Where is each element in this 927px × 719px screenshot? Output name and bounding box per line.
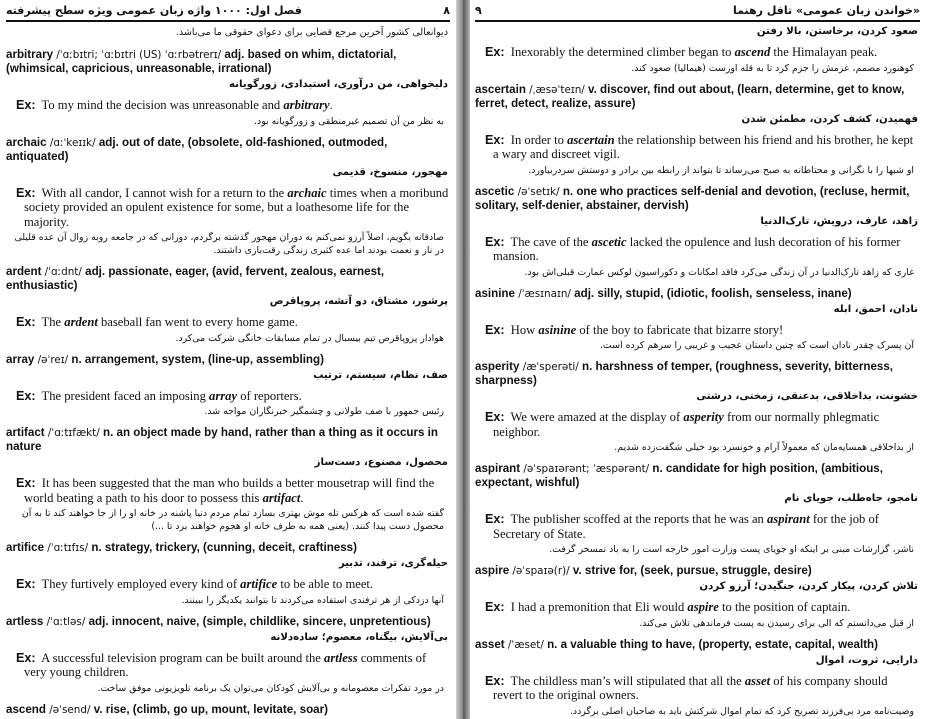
- example-sentence: [475, 674, 920, 703]
- example-headword: ascetic: [591, 234, 627, 249]
- persian-definition: نامجو، جاه‌طلب، جویای نام: [784, 493, 918, 504]
- persian-definition: فهمیدن، کشف کردن، مطمئن شدن: [741, 113, 918, 125]
- example-translation: آن پسرک چقدر نادان است که چنین داستان عجیب و غریبی را سرهم کرده است.: [599, 340, 914, 351]
- example-text: baseball fan went to every home game.: [97, 315, 298, 329]
- right-page-body: [475, 22, 920, 718]
- right-page-header: [475, 0, 920, 22]
- pronunciation: /ˈɑːbɪtri; ˈɑːbɪtri (US) ˈɑːrbətrerɪ/: [56, 49, 222, 61]
- example-headword: archaic: [287, 185, 327, 200]
- example-text: times when a moribund society provided an opulent existence for some, but a loathesome life for the majority.: [24, 185, 449, 229]
- example-translation: ناشر، گزارشات مبنی بر اینکه او جویای پست وزارت امور خارجه است را به باد تمسخر گرفت.: [549, 544, 914, 555]
- persian-definition: تلاش کردن، پیکار کردن، جنگیدن؛ آرزو کردن: [699, 581, 918, 592]
- example-text: Inexorably the determined climber began to: [510, 45, 735, 59]
- example-text: the relationship between his friend and his brother, he kept a wary and discreet vigil.: [493, 132, 914, 161]
- example-headword: artifice: [240, 577, 278, 591]
- book-gutter: [456, 0, 470, 719]
- left-header-title: فصل اول: ۱۰۰۰ واژه زبان عمومی ویژه سطح پیشرفته: [6, 3, 302, 17]
- definition: n. candidate for high position, (ambitious, expectant, wishful): [475, 462, 883, 489]
- example-label: Ex:: [485, 322, 505, 337]
- example-headword: artless: [324, 650, 358, 665]
- definition: n. a valuable thing to have, (property, estate, capital, wealth): [547, 637, 879, 651]
- example-translation: صادقانه بگویم، اصلاً آرزو نمی‌کنم به دوران مهجور گذشته برگردم، دورانی که در جامعه روبه زوال آن عده قلیلی در ناز و نعمت بودند اما عده کثیری زندگی رقت‌باری داشتند.: [14, 232, 444, 256]
- example-headword: artifact: [262, 490, 301, 505]
- headword: asset: [475, 637, 505, 651]
- entry-headline: [6, 615, 450, 629]
- headword: aspirant: [475, 462, 521, 475]
- example-headword: ascertain: [567, 132, 615, 147]
- example-sentence: [6, 389, 450, 404]
- definition: n. harshness of temper, (roughness, severity, bitterness, sharpness): [475, 360, 894, 387]
- definition: n. arrangement, system, (line-up, assembling): [71, 352, 324, 366]
- entry-headline: [6, 541, 450, 555]
- headword: asperity: [475, 360, 520, 373]
- pronunciation: /əˈreɪ/: [37, 353, 69, 366]
- example-sentence: [6, 98, 450, 113]
- example-text: .: [300, 490, 304, 505]
- example-label: Ex:: [485, 45, 505, 59]
- pronunciation: /ˈæset/: [507, 638, 544, 651]
- example-headword: arbitrary: [283, 98, 330, 112]
- headword: artifact: [6, 426, 45, 439]
- definition: v. strive for, (seek, pursue, struggle, desire): [572, 564, 812, 577]
- definition: adj. out of date, (obsolete, old-fashioned, outmoded, antiquated): [6, 135, 388, 163]
- example-label: Ex:: [485, 600, 505, 614]
- right-page-number: ۹: [475, 3, 482, 17]
- example-headword: aspirant: [767, 512, 810, 526]
- persian-definition: حیله‌گری، ترفند، تدبیر: [338, 558, 448, 569]
- persian-definition: پرشور، مشتاق، دو آتشه، پروپاقرص: [269, 296, 448, 307]
- definition: n. one who practices self-denial and devotion, (recluse, hermit, solitary, self-denier, abstainer, dervish): [475, 184, 910, 212]
- continued-example-translation: کوهنورد مصمم، عزمش را جزم کرد تا به قله اورست (هیمالیا) صعود کند.: [631, 62, 914, 74]
- example-text: from our normally phlegmatic neighbor.: [493, 410, 880, 439]
- definition: v. rise, (climb, go up, mount, levitate, soar): [93, 702, 328, 716]
- example-text: The publisher scoffed at the reports that he was an: [510, 512, 767, 526]
- entry-headline: [475, 564, 920, 578]
- right-header-title: «خواندن زبان عمومی» تافل رهنما: [733, 3, 920, 17]
- left-page-number: ۸: [443, 3, 450, 17]
- headword: arbitrary: [6, 48, 54, 61]
- example-text: of reporters.: [237, 388, 302, 403]
- example-text: lacked the opulence and lush decoration of his former mansion.: [493, 234, 901, 263]
- definition: n. an object made by hand, rather than a thing as it occurs in nature: [6, 426, 438, 453]
- example-translation: در مورد تفکرات معصومانه و بی‌آلایش کودکان می‌توان یک برنامه تلویزیونی موفق ساخت.: [97, 682, 444, 694]
- entry-headline: [6, 265, 450, 293]
- pronunciation: /əˈsetɪk/: [517, 185, 560, 198]
- definition: v. discover, find out about, (learn, determine, get to know, ferret, detect, realize, assure): [475, 82, 905, 110]
- pronunciation: /əˈspaɪə(r)/: [512, 565, 570, 577]
- entry-headline: [475, 360, 920, 388]
- example-headword: ardent: [64, 315, 98, 329]
- headword: ascetic: [475, 184, 515, 198]
- example-text: .: [329, 98, 333, 112]
- example-text: of his company should revert to the original owners.: [493, 673, 888, 702]
- example-translation: از قبل می‌دانستم که الی برای رسیدن به پست فرماندهی تلاش می‌کند.: [639, 617, 914, 629]
- example-headword: ascend: [734, 45, 771, 59]
- persian-definition: نادان، احمق، ابله: [833, 303, 918, 315]
- headword: ardent: [6, 265, 42, 278]
- headword: aspire: [475, 564, 510, 577]
- persian-definition: صف، نظام، سیستم، ترتیب: [313, 369, 448, 381]
- headword: ascertain: [475, 82, 526, 96]
- persian-definition: محصول، مصنوع، دست‌ساز: [314, 457, 448, 468]
- entry-headline: [475, 83, 920, 111]
- entry-headline: [475, 185, 920, 213]
- example-sentence: [6, 476, 450, 505]
- example-translation: رئیس جمهور با صف طولانی و چشمگیر خبرنگاران مواجه شد.: [204, 406, 444, 417]
- example-sentence: [475, 235, 920, 264]
- example-sentence: [475, 600, 920, 615]
- pronunciation: /ɑːˈkeɪɪk/: [49, 136, 96, 149]
- example-translation: به نظر من آن تصمیم غیرمنطقی و زورگویانه بود.: [254, 115, 444, 127]
- pronunciation: /ˌæsəˈteɪn/: [529, 83, 585, 96]
- example-sentence: [6, 315, 450, 330]
- example-text: the Himalayan peak.: [770, 45, 878, 59]
- example-text: It has been suggested that the man who builds a better mousetrap will find the world beating a path to his door to possess this: [24, 476, 435, 505]
- example-text: They furtively employed every kind of: [41, 577, 241, 591]
- pronunciation: /əˈspaɪərənt; ˈæspərənt/: [523, 463, 650, 475]
- example-translation: هوادار پروپاقرص تیم بیسبال در تمام مسابقات خانگی شرکت می‌کرد.: [175, 332, 444, 344]
- pronunciation: /əˈsend/: [49, 703, 91, 716]
- example-label: Ex:: [485, 673, 505, 688]
- example-translation: گفته شده است که هرکس تله موش بهتری بسازد تمام مردم دنیا پاشنه در خانه او را از جا خواهند کند تا به آن محصول دست پیدا کنند. (یعنی همه به طرف خانه او هجوم خواهند برد تا ...): [21, 508, 444, 532]
- entry-headline: [6, 703, 450, 717]
- example-text: The childless man’s will stipulated that all the: [510, 673, 745, 688]
- entry-headline: [475, 287, 920, 301]
- example-text: to be able to meet.: [277, 577, 374, 591]
- example-label: Ex:: [16, 650, 36, 665]
- example-translation: غاری که زاهد تارک‌الدنیا در آن زندگی می‌کرد فاقد امکانات و دکوراسیون لوکس عمارت قبلی‌اش بود.: [524, 266, 914, 278]
- example-text: The cave of the: [510, 234, 592, 249]
- example-sentence: [475, 410, 920, 439]
- example-label: Ex:: [16, 185, 36, 200]
- example-label: Ex:: [16, 577, 36, 591]
- left-page: [0, 0, 456, 719]
- entry-headline: [6, 353, 450, 367]
- pronunciation: /ˈɑːtləs/: [46, 615, 86, 628]
- example-label: Ex:: [485, 234, 505, 249]
- persian-definition: مهجور، منسوخ، قدیمی: [332, 166, 448, 178]
- headword: asinine: [475, 286, 515, 300]
- pronunciation: /ˈɑːtɪfɪs/: [47, 542, 89, 554]
- definition: adj. based on whim, dictatorial, (whimsical, capricious, unreasonable, irrational): [6, 48, 397, 75]
- right-page: [470, 0, 927, 719]
- persian-definition: بی‌آلایش، بیگناه، معصوم؛ ساده‌دلانه: [270, 631, 448, 643]
- example-headword: array: [209, 388, 238, 403]
- persian-definition: زاهد، عارف، درویش، تارک‌الدنیا: [760, 215, 918, 227]
- example-headword: asset: [744, 673, 771, 688]
- pronunciation: /æˈsperəti/: [522, 361, 579, 373]
- example-text: I had a premonition that Eli would: [510, 600, 688, 614]
- entry-headline: [475, 638, 920, 652]
- continued-example: [475, 45, 920, 60]
- example-text: A successful television program can be built around the: [41, 650, 325, 665]
- example-text: With all candor, I cannot wish for a return to the: [41, 185, 288, 200]
- example-headword: aspire: [687, 600, 719, 614]
- example-label: Ex:: [485, 132, 505, 147]
- example-headword: asperity: [683, 410, 724, 424]
- example-text: comments of very young children.: [24, 650, 427, 679]
- pronunciation: /ˈæsɪnaɪn/: [518, 287, 571, 300]
- example-label: Ex:: [16, 315, 36, 329]
- left-page-header: [6, 0, 450, 22]
- example-label: Ex:: [16, 388, 36, 403]
- definition: n. strategy, trickery, (cunning, deceit, craftiness): [91, 541, 357, 554]
- persian-definition: خشونت، بداخلاقی، بدعنقی، زمختی، درشتی: [696, 391, 918, 402]
- headword: archaic: [6, 135, 47, 149]
- pronunciation: /ˈɑːtɪfækt/: [47, 427, 100, 439]
- example-label: Ex:: [16, 476, 36, 490]
- example-headword: asinine: [538, 322, 577, 337]
- entry-headline: [475, 462, 920, 490]
- definition: adj. silly, stupid, (idiotic, foolish, senseless, inane): [574, 286, 852, 300]
- example-sentence: [475, 133, 920, 162]
- example-text: How: [510, 322, 539, 337]
- example-label: Ex:: [485, 410, 505, 424]
- example-text: We were amazed at the display of: [510, 410, 684, 424]
- headword: array: [6, 352, 35, 366]
- persian-definition: دارایی، ثروت، اموال: [815, 654, 918, 666]
- entry-headline: [6, 48, 450, 76]
- example-translation: وصیت‌نامه مرد بی‌فرزند تصریح کرد که تمام اموال شرکتش باید به صاحبان اصلی برگردد.: [569, 705, 914, 717]
- headword: artifice: [6, 541, 45, 554]
- example-translation: او شبها را با نگرانی و محتاطانه به صبح می‌رساند تا بتواند از رابطه بین برادر و دوستش سردربیاورد.: [528, 164, 914, 176]
- example-sentence: [6, 186, 450, 230]
- example-sentence: [6, 651, 450, 680]
- example-translation: از بداخلاقی همسایه‌مان که معمولاً آرام و خونسرد بود خیلی شگفت‌زده شدیم.: [614, 442, 914, 453]
- example-label: Ex:: [16, 98, 36, 112]
- example-text: The president faced an imposing: [41, 388, 210, 403]
- example-text: The: [41, 315, 65, 329]
- entry-headline: [6, 426, 450, 454]
- example-translation: آنها دزدکی از هر ترفندی استفاده می‌کردند تا بتوانند یکدیگر را ببینند.: [181, 594, 444, 606]
- example-sentence: [475, 512, 920, 541]
- example-text: of the boy to fabricate that bizarre story!: [576, 322, 784, 337]
- headword: ascend: [6, 702, 46, 716]
- example-sentence: [475, 323, 920, 338]
- example-text: to the position of captain.: [718, 600, 851, 614]
- example-text: To my mind the decision was unreasonable and: [41, 98, 284, 112]
- example-text: In order to: [510, 132, 568, 147]
- entry-headline: [6, 136, 450, 164]
- left-page-body: [6, 22, 450, 717]
- persian-definition: دلبخواهی، من درآوری، استبدادی، زورگویانه: [229, 79, 448, 90]
- pronunciation: /ˈɑːdnt/: [44, 266, 82, 278]
- continued-text: دیوانعالی کشور آخرین مرجع قضایی برای دعوای حقوقی ما می‌باشد.: [175, 27, 448, 38]
- headword: artless: [6, 614, 44, 628]
- continued-persian-definition: صعود کردن، برخاستن، بالا رفتن: [756, 26, 918, 37]
- example-text: for the job of Secretary of State.: [493, 512, 879, 541]
- definition: adj. passionate, eager, (avid, fervent, zealous, earnest, enthusiastic): [6, 265, 385, 292]
- example-sentence: [6, 577, 450, 592]
- definition: adj. innocent, naive, (simple, childlike, sincere, unpretentious): [88, 614, 431, 628]
- example-label: Ex:: [485, 512, 505, 526]
